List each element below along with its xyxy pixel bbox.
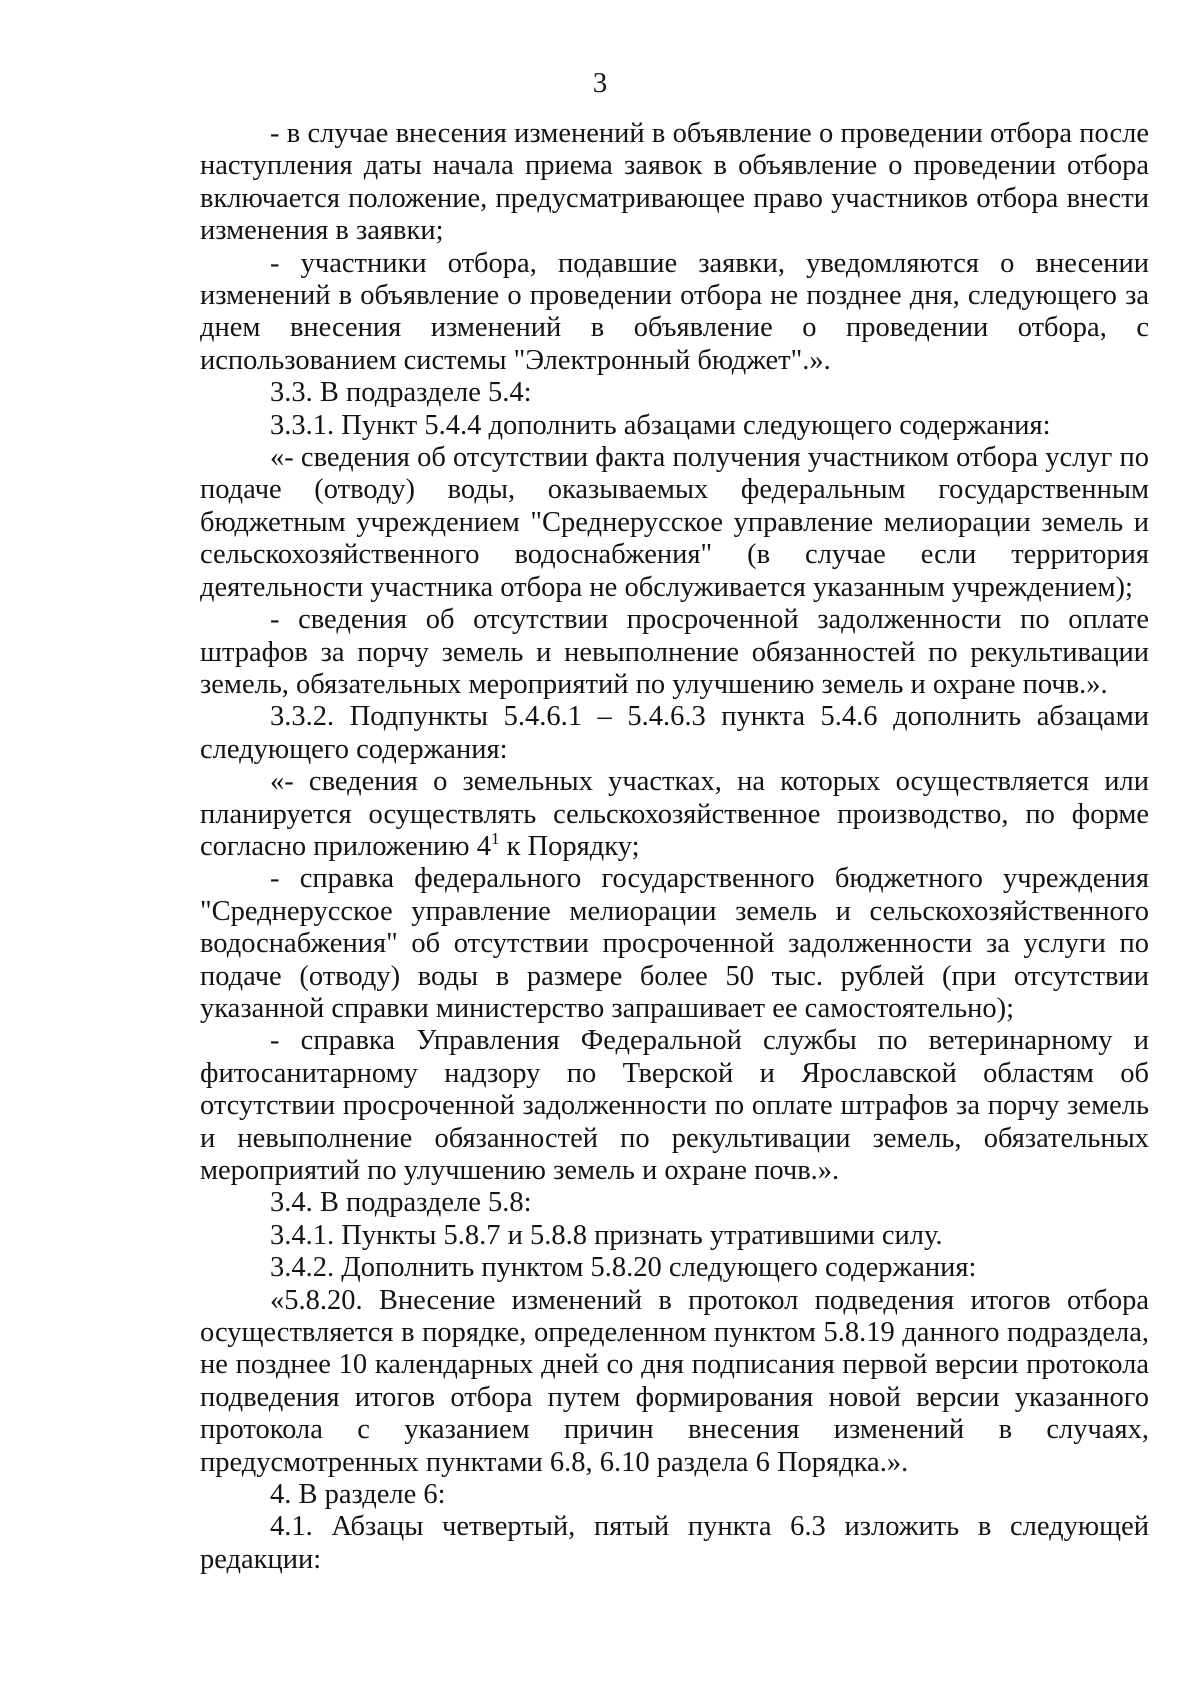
paragraph-water-services: «- сведения об отсутствии факта получения участником отбора услуг по подаче (отводу) воды, оказываемых федеральным государственным бюджетным учреждением "Среднерусское управление мелиорации земель и сельскохозяйственного водоснабжения" (в случае если территория деятельности участника отбора не обслуживается указанным учреждением); [200,442,1149,603]
paragraph-3-4: 3.4. В подразделе 5.8: [270,1187,532,1219]
paragraph-amend-applications: - в случае внесения изменений в объявление о проведении отбора после наступления даты начала приема заявок в объявление о проведении отбора включается положение, предусматривающее право участников отбора внести изменения в заявки; [200,118,1149,247]
paragraph-5-8-20: «5.8.20. Внесение изменений в протокол подведения итогов отбора осуществляется в порядке, определенном пунктом 5.8.19 данного подраздела, не позднее 10 календарных дней со дня подписания первой версии протокола подведения итогов отбора путем формирования новой версии указанного протокола с указанием причин внесения изменений в случаях, предусмотренных пунктами 6.8, 6.10 раздела 6 Порядка.». [200,1284,1149,1478]
paragraph-section-4: 4. В разделе 6: [270,1479,446,1511]
paragraph-3-3-1: 3.3.1. Пункт 5.4.4 дополнить абзацами следующего содержания: [270,409,1051,441]
paragraph-3-4-2: 3.4.2. Дополнить пунктом 5.8.20 следующего содержания: [270,1252,977,1284]
paragraph-3-3: 3.3. В подразделе 5.4: [270,377,532,409]
paragraph-3-4-1: 3.4.1. Пункты 5.8.7 и 5.8.8 признать утратившими силу. [270,1219,943,1251]
page-number: 3 [592,67,608,99]
document-body [200,118,1149,1576]
paragraph-land-plots [200,766,1149,863]
paragraph-fines-debt: - сведения об отсутствии просроченной задолженности по оплате штрафов за порчу земель и невыполнение обязанностей по рекультивации земель, обязательных мероприятий по улучшению земель и охране почв.». [200,604,1149,700]
paragraph-4-1: 4.1. Абзацы четвертый, пятый пункта 6.3 изложить в следующей редакции: [200,1511,1149,1575]
paragraph-3-3-2: 3.3.2. Подпункты 5.4.6.1 – 5.4.6.3 пункта 5.4.6 дополнить абзацами следующего содержания: [200,701,1149,765]
superscript-1: 1 [490,828,500,848]
paragraph-water-certificate: - справка федерального государственного бюджетного учреждения "Среднерусское управление мелиорации земель и сельскохозяйственного водоснабжения" об отсутствии просроченной задолженности за услуги по подаче (отводу) воды в размере более 50 тыс. рублей (при отсутствии указанной справки министерство запрашивает ее самостоятельно); [200,863,1149,1024]
land-plots-text: «- сведения о земельных участках, на которых осуществляется или планируется осуществлять сельскохозяйственное производство, по форме согласно приложению 4 [200,766,1149,862]
paragraph-notify-participants: - участники отбора, подавшие заявки, уведомляются о внесении изменений в объявление о проведении отбора не позднее дня, следующего за днем внесения изменений в объявление о проведении отбора, с использованием системы "Электронный бюджет".». [200,247,1149,376]
land-plots-text-end: к Порядку; [499,830,640,862]
paragraph-vet-certificate: - справка Управления Федеральной службы по ветеринарному и фитосанитарному надзору по Тверской и Ярославской областям об отсутствии просроченной задолженности по оплате штрафов за порчу земель и невыполнение обязанностей по рекультивации земель, обязательных мероприятий по улучшению земель и охране почв.». [200,1025,1149,1186]
